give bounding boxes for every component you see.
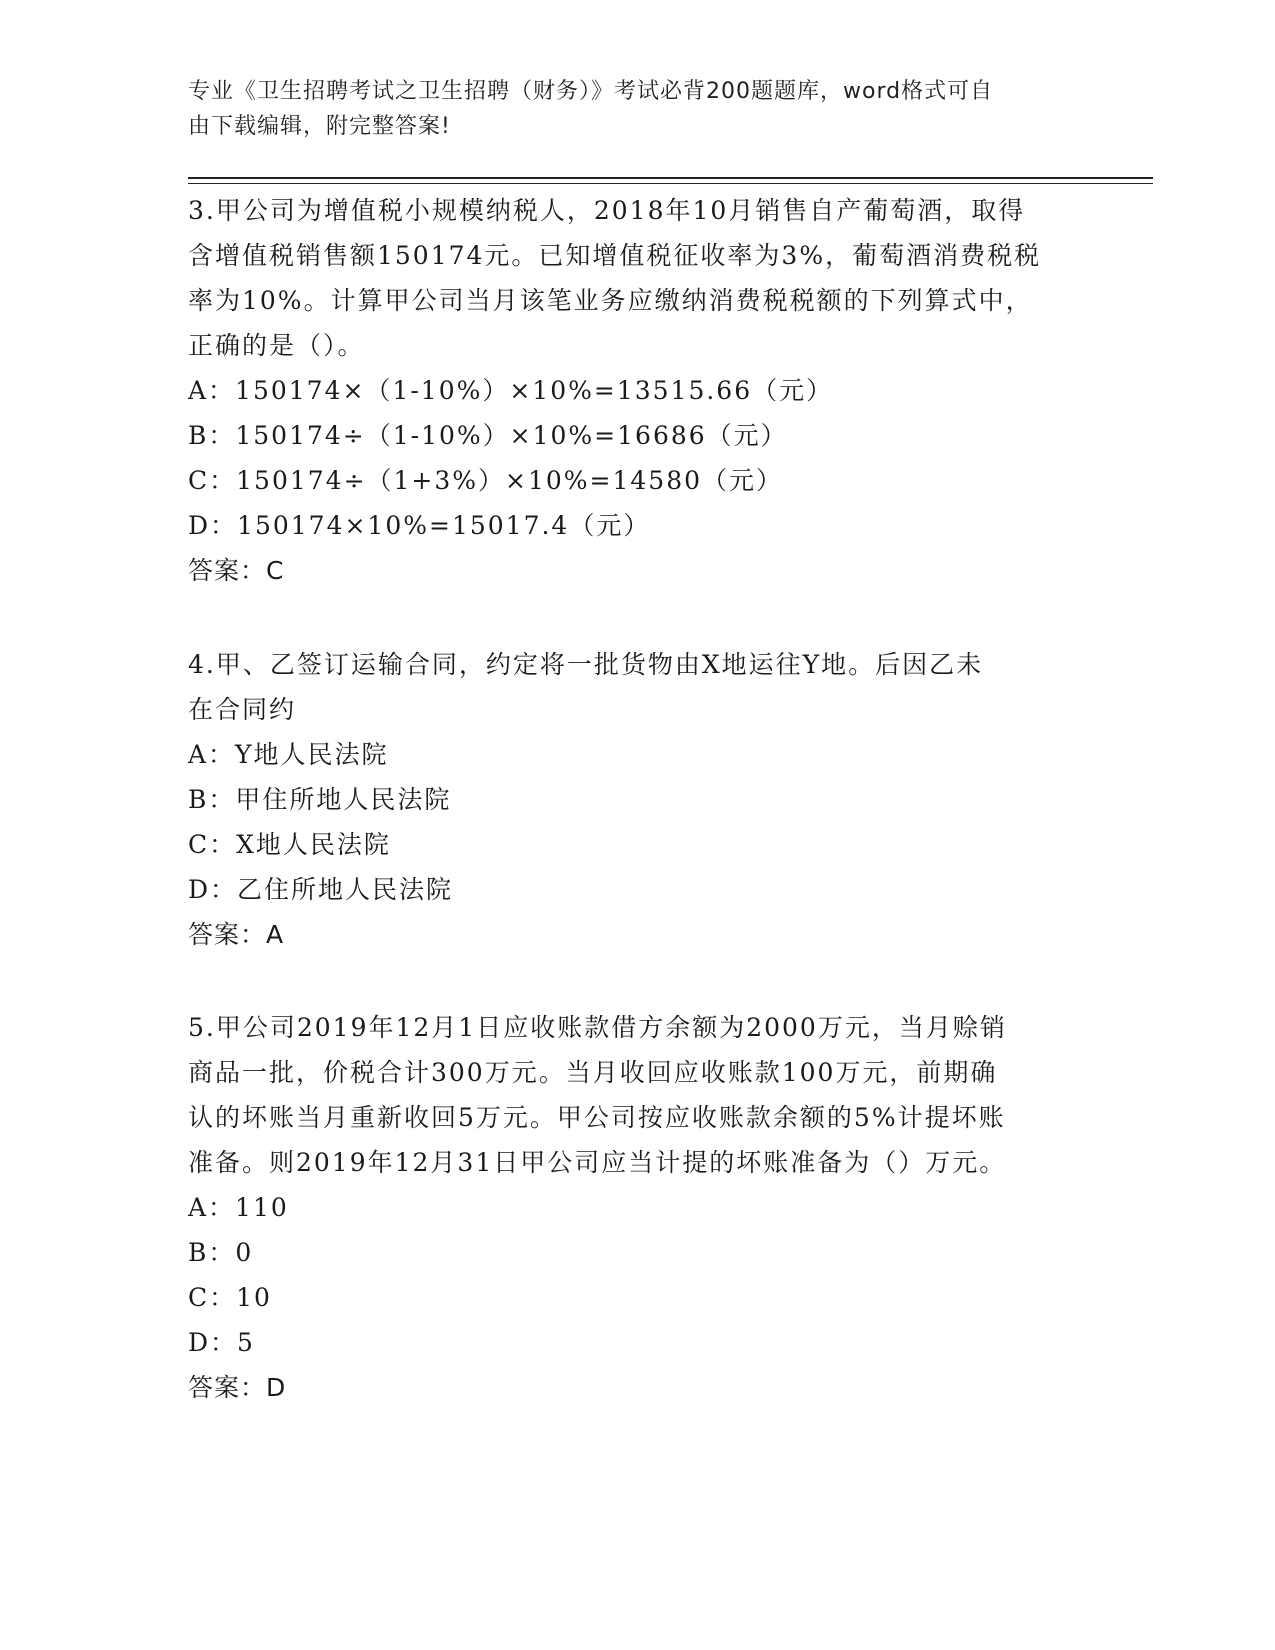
option-a: A：110 [188, 1193, 289, 1222]
question-3 [188, 188, 1088, 593]
answer: 答案：D [188, 1373, 287, 1402]
question-stem-line: 准备。则2019年12月31日甲公司应当计提的坏账准备为（）万元。 [188, 1148, 1007, 1177]
question-stem-line: 认的坏账当月重新收回5万元。甲公司按应收账款余额的5%计提坏账 [188, 1103, 1006, 1132]
option-b: B：150174÷（1-10%）×10%=16686（元） [188, 421, 788, 450]
question-stem-line: 3.甲公司为增值税小规模纳税人，2018年10月销售自产葡萄酒，取得 [188, 196, 1026, 225]
header-line-2: 由下载编辑，附完整答案! [188, 114, 451, 139]
option-b: B：甲住所地人民法院 [188, 785, 452, 814]
option-c: C：X地人民法院 [188, 830, 391, 859]
question-4 [188, 642, 1088, 957]
answer: 答案：A [188, 920, 285, 949]
question-stem-line: 正确的是（）。 [188, 331, 365, 360]
question-stem-line: 在合同约 [188, 695, 297, 724]
answer: 答案：C [188, 556, 285, 585]
question-5 [188, 1005, 1088, 1410]
option-c: C：150174÷（1+3%）×10%=14580（元） [188, 466, 784, 495]
document-header [188, 74, 1068, 144]
header-line-1: 专业《卫生招聘考试之卫生招聘（财务）》考试必背200题题库，word格式可自 [188, 79, 994, 104]
option-a: A：Y地人民法院 [188, 740, 389, 769]
question-stem-line: 率为10%。计算甲公司当月该笔业务应缴纳消费税税额的下列算式中， [188, 286, 1033, 315]
option-d: D：5 [188, 1328, 255, 1357]
option-d: D：乙住所地人民法院 [188, 875, 454, 904]
question-stem-line: 商品一批，价税合计300万元。当月收回应收账款100万元，前期确 [188, 1058, 998, 1087]
header-divider-thin [188, 183, 1153, 184]
option-a: A：150174×（1-10%）×10%=13515.66（元） [188, 376, 834, 405]
option-b: B：0 [188, 1238, 254, 1267]
question-stem-line: 5.甲公司2019年12月1日应收账款借方余额为2000万元，当月赊销 [188, 1013, 1007, 1042]
question-stem-line: 4.甲、乙签订运输合同，约定将一批货物由X地运往Y地。后因乙未 [188, 650, 984, 679]
option-c: C：10 [188, 1283, 272, 1312]
option-d: D：150174×10%=15017.4（元） [188, 511, 651, 540]
header-divider-thick [188, 177, 1153, 179]
question-stem-line: 含增值税销售额150174元。已知增值税征收率为3%，葡萄酒消费税税 [188, 241, 1042, 270]
